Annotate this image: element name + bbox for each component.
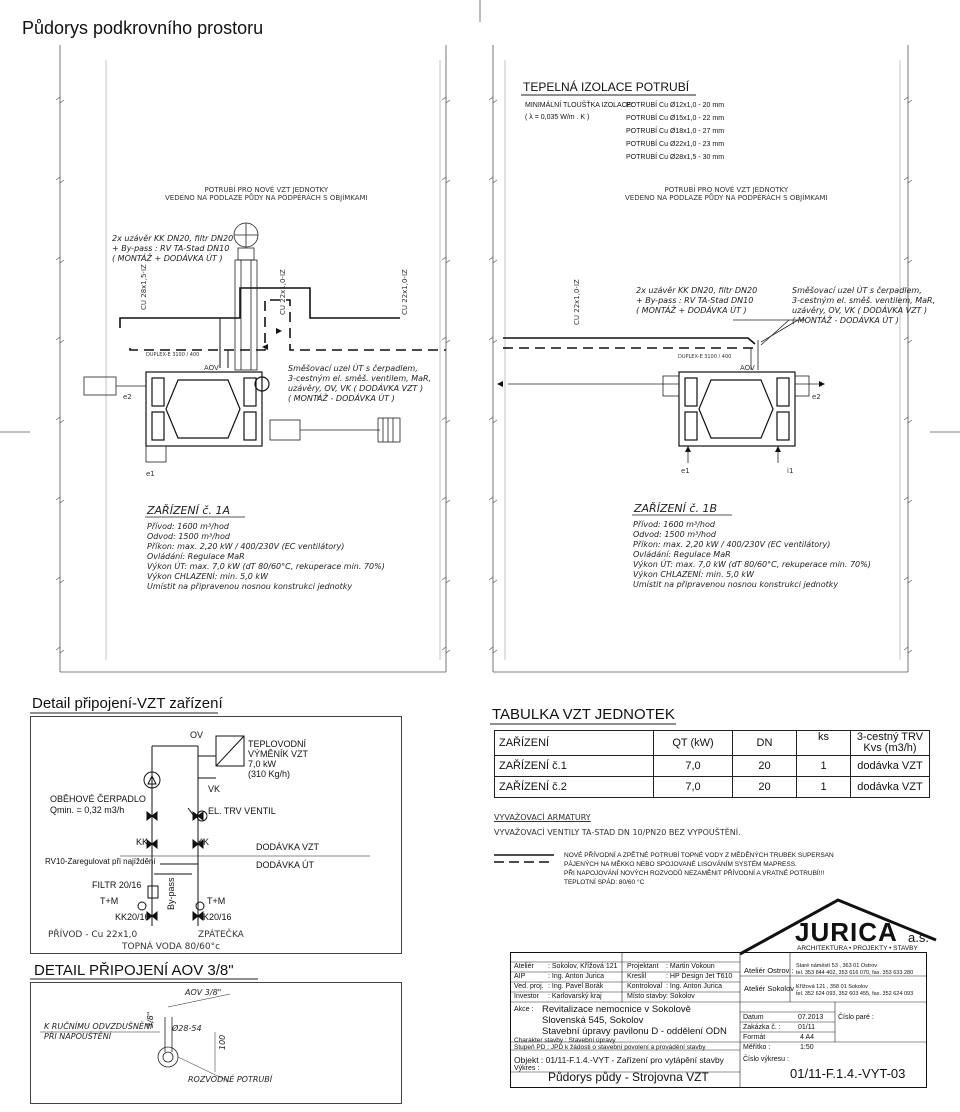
- tb-r2-c: Kreslil: [627, 973, 647, 980]
- tb-charakter: Charakter stavby : Stavební úpravy: [514, 1037, 616, 1044]
- detail-bypass: By-pass: [166, 877, 176, 910]
- aov-label: AOV 3/8": [185, 988, 222, 997]
- table-header-cell: DN: [733, 731, 797, 756]
- tb-stupen: Stupeň PD : JPD k žádosti o stavební povolení a provádění stavby: [514, 1044, 706, 1051]
- left-device-title: ZAŘÍZENÍ č. 1A: [147, 504, 230, 517]
- tb-cislo-vykresu-label: Číslo výkresu :: [743, 1056, 789, 1063]
- detail-kk20-right: KK20/16: [197, 912, 232, 922]
- tb-format: 4 A4: [800, 1034, 815, 1041]
- table-header-row: [495, 731, 930, 756]
- detail-filtr: FILTR 20/16: [92, 880, 142, 890]
- tb-r3-c: Kontroloval: [627, 983, 663, 990]
- detail-vzt-underline: [30, 712, 218, 715]
- left-pipe-label-3: CU 22x1,0-IZ: [401, 269, 409, 315]
- tb-r4-b: : Karlovarský kraj: [548, 993, 602, 1000]
- detail-aov-underline: [30, 978, 258, 981]
- fittings-text: VYVAŽOVACÍ VENTILY TA-STAD DN 10/PN20 BEZ VYPOUŠTĚNÍ.: [494, 828, 741, 837]
- left-device-underline: [145, 516, 245, 519]
- sheet-title: Půdorys podkrovního prostoru: [22, 18, 264, 38]
- detail-dodavka-vzt: DODÁVKA VZT: [256, 842, 320, 852]
- right-i1: i1: [787, 467, 794, 475]
- right-unit-code: DUPLEX-E 3100 / 400: [678, 354, 732, 360]
- tb-r2-a: AIP: [514, 973, 526, 980]
- tb-r4-c: Místo stavby: [627, 993, 667, 1000]
- table-cell: 20: [733, 777, 797, 798]
- right-pipe-label: CU 22x1,0-IZ: [573, 279, 581, 325]
- right-aov: AOV: [740, 364, 755, 372]
- table-cell: dodávka VZT: [851, 756, 930, 777]
- insulation-intro-2: ( λ = 0,035 W/m . K ): [525, 114, 590, 121]
- table-header-cell: QT (kW): [654, 731, 733, 756]
- right-pipe-note: POTRUBÍ PRO NOVÉ VZT JEDNOTKY VEDENO NA PODLAZE PŮDY NA PODPĚRÁCH S OBJÍMKAMI: [625, 186, 828, 202]
- left-e1: e1: [146, 470, 155, 478]
- tb-format-label: Formát: [743, 1034, 766, 1041]
- detail-vzt-title: Detail připojení-VZT zařízení: [32, 695, 223, 712]
- tb-akce: Revitalizace nemocnice v Sokolově Slovenská 545, Sokolov Stavební úpravy pavilonu D - oddělení ODN: [542, 1004, 727, 1037]
- legend-line-4: TEPLOTNÍ SPÁD: 80/60 °C: [564, 879, 645, 886]
- table-cell: ZAŘÍZENÍ č.1: [495, 756, 654, 777]
- aov-bottom: ROZVODNÉ POTRUBÍ: [188, 1075, 273, 1084]
- right-device-title: ZAŘÍZENÍ č. 1B: [634, 502, 717, 515]
- tb-sokolov-label: Ateliér Sokolov :: [744, 984, 799, 993]
- logo-name: JURICA: [795, 917, 898, 947]
- tb-r4-a: Investor: [514, 993, 539, 1000]
- aov-dia: Ø28-54: [172, 1024, 202, 1033]
- tb-ostrov: Staré náměstí 53 , 363 01 Ostrov tel. 353 844 402, 353 616 070, fax. 353 633 280: [796, 963, 914, 976]
- insulation-title: TEPELNÁ IZOLACE POTRUBÍ: [523, 80, 690, 94]
- insulation-row-4: POTRUBÍ Cu Ø22x1,0 - 23 mm: [626, 141, 725, 148]
- detail-vk: VK: [208, 784, 221, 794]
- tb-meritko: 1:50: [800, 1044, 814, 1051]
- table-row: [495, 777, 930, 798]
- detail-pump: OBĚHOVÉ ČERPADLO Qmin. = 0,32 m3/h: [50, 794, 146, 815]
- detail-kk-right: KK: [197, 837, 210, 847]
- aov-size: 3/8": [146, 1011, 155, 1028]
- detail-kk-left: KK: [136, 837, 149, 847]
- insulation-underline: [521, 94, 696, 97]
- table-header-cell: 3-cestný TRV Kvs (m3/h): [851, 731, 930, 756]
- tb-r1-d: : Martin Vokoun: [666, 963, 715, 970]
- detail-topna: TOPNÁ VODA 80/60°c: [122, 942, 221, 952]
- right-valve-note: 2x uzávěr KK DN20, filtr DN20 + By-pass : RV TA-Stad DN10 ( MONTÁŽ + DODÁVKA ÚT ): [636, 286, 758, 315]
- left-aov: AOV: [204, 364, 219, 372]
- left-device-specs: Přívod: 1600 m³/hod Odvod: 1500 m³/hod Příkon: max. 2,20 kW / 400/230V (EC ventilátory) Ovládání: Regulace MaR Výkon ÚT: max. 7,0 kW (dT 80/60°C, rekuperace min. 70%) Výkon CHLAZENÍ: min. 5,0 kW Umístit na připravenou nosnou konstrukci jednotky: [147, 522, 385, 591]
- logo-sub: ARCHITEKTURA • PROJEKTY • STAVBY: [797, 945, 918, 952]
- aov-left-note: K RUČNÍMU ODVZDUŠNĚNÍ PŘI NAPOUŠTĚNÍ: [44, 1022, 153, 1041]
- tb-r1-a: Ateliér: [514, 963, 534, 970]
- left-pipe-label-2: CU 22x1,0-IZ: [279, 269, 287, 315]
- tb-sokolov: Křížová 121 , 358 01 Sokolov tel. 352 624 093, 352 603 455, fax. 352 624 093: [796, 984, 914, 997]
- insulation-intro-1: MINIMÁLNÍ TLOUŠŤKA IZOLACE:: [525, 102, 634, 109]
- detail-kk20-left: KK20/16: [115, 912, 150, 922]
- tb-r3-a: Ved. proj.: [514, 983, 544, 990]
- left-mix-note: Směšovací uzel ÚT s čerpadlem, 3-cestným el. směš. ventilem, MaR, uzávěry, OV, VK ( DODÁVKA VZT ) ( MONTÁŽ - DODÁVKA ÚT ): [288, 364, 432, 403]
- tb-vykres: Půdorys půdy - Strojovna VZT: [548, 1070, 709, 1084]
- table-row: [495, 756, 930, 777]
- detail-tm-right: T+M: [207, 896, 226, 906]
- table-cell: 1: [797, 777, 851, 798]
- tb-datum: 07.2013: [798, 1014, 824, 1021]
- legend-line-2: PÁJENÝCH NA MĚKKO NEBO SPOJOVANÉ LISOVÁNÍM SYSTÉM MAPRESS.: [564, 861, 797, 868]
- detail-tm-left: T+M: [100, 896, 119, 906]
- table-cell: 20: [733, 756, 797, 777]
- tb-r2-b: : Ing. Anton Jurica: [548, 973, 605, 980]
- left-unit-code: DUPLEX-E 3100 / 400: [146, 352, 200, 358]
- insulation-row-1: POTRUBÍ Cu Ø12x1,0 - 20 mm: [626, 102, 725, 109]
- aov-h: 100: [218, 1034, 227, 1050]
- left-pipe-note: POTRUBÍ PRO NOVÉ VZT JEDNOTKY VEDENO NA PODLAZE PŮDY NA PODPĚRÁCH S OBJÍMKAMI: [165, 186, 368, 202]
- detail-ov: OV: [190, 730, 204, 740]
- insulation-row-5: POTRUBÍ Cu Ø28x1,5 - 30 mm: [626, 154, 725, 161]
- detail-aov-title: DETAIL PŘIPOJENÍ AOV 3/8": [34, 962, 234, 979]
- legend-line-3: PŘI NAPOJOVÁNÍ NOVÝCH ROZVODŮ NEZAMĚNIT PŘÍVODNÍ A VRATNÉ POTRUBÍ!!!: [564, 870, 825, 877]
- legend-line-symbol: [494, 852, 554, 866]
- legend-line-1: NOVÉ PŘÍVODNÍ A ZPĚTNÉ POTRUBÍ TOPNÉ VODY Z MĚDĚNÝCH TRUBEK SUPERSAN: [564, 852, 834, 859]
- left-plan-drawing: [60, 200, 446, 480]
- detail-rv10: RV10-Zaregulovat při najíždění: [45, 857, 156, 866]
- table-cell: 1: [797, 756, 851, 777]
- tb-cislo-pare: Číslo paré :: [838, 1014, 874, 1021]
- insulation-row-3: POTRUBÍ Cu Ø18x1,0 - 27 mm: [626, 128, 725, 135]
- tb-r1-b: : Sokolov, Křížová 121: [548, 963, 618, 970]
- right-plan-drawing: [493, 300, 908, 480]
- tb-zakazka-label: Zakázka č. :: [743, 1024, 781, 1031]
- right-e2: e2: [812, 393, 821, 401]
- detail-exchanger: TEPLOVODNÍ VÝMĚNÍK VZT 7,0 kW (310 Kg/h): [248, 739, 309, 779]
- right-device-specs: Přívod: 1600 m³/hod Odvod: 1500 m³/hod Příkon: max. 2,20 kW / 400/230V (EC ventilátory) Ovládání: Regulace MaR Výkon ÚT: max. 7,0 kW (dT 80/60°C, rekuperace min. 70%) Výkon CHLAZENÍ: min. 5,0 kW Umístit na připravenou nosnou konstrukci jednotky: [633, 520, 871, 589]
- fittings-heading: VYVAŽOVACÍ ARMATURY: [494, 813, 591, 822]
- tb-r1-c: Projektant: [627, 963, 659, 970]
- table-cell: 7,0: [654, 777, 733, 798]
- tb-cislo-vykresu: 01/11-F.1.4.-VYT-03: [790, 1066, 906, 1081]
- right-device-underline: [632, 514, 732, 517]
- tb-r2-d: : HP Design Jet T610: [666, 973, 733, 980]
- vzt-table: [494, 730, 930, 798]
- logo-suffix: a.s.: [908, 930, 929, 945]
- tb-r3-d: : Ing. Anton Jurica: [666, 983, 723, 990]
- detail-privod: PŘÍVOD - Cu 22x1,0: [48, 930, 138, 940]
- tb-meritko-label: Měřítko :: [743, 1044, 771, 1051]
- tb-r4-d: : Sokolov: [666, 993, 695, 1000]
- detail-dodavka-ut: DODÁVKA ÚT: [256, 860, 315, 870]
- table-cell: 7,0: [654, 756, 733, 777]
- left-pipe-label-1: CU 28x1,5-IZ: [140, 264, 148, 310]
- tb-vykres-label: Výkres :: [514, 1065, 540, 1072]
- tb-r3-b: : Ing. Pavel Borák: [548, 983, 604, 990]
- table-header-cell: ZAŘÍZENÍ: [495, 731, 654, 756]
- tb-ostrov-label: Ateliér Ostrov :: [744, 966, 794, 975]
- detail-trv: EL. TRV VENTIL: [208, 806, 276, 816]
- left-e2: e2: [123, 393, 132, 401]
- table-cell: dodávka VZT: [851, 777, 930, 798]
- table-title-underline: [490, 723, 676, 726]
- table-cell: ZAŘÍZENÍ č.2: [495, 777, 654, 798]
- right-e1: e1: [681, 467, 690, 475]
- tb-datum-label: Datum: [743, 1014, 764, 1021]
- tb-objekt: Objekt : 01/11-F.1.4.-VYT - Zařízení pro vytápění stavby: [514, 1055, 724, 1065]
- table-title: TABULKA VZT JEDNOTEK: [492, 706, 675, 723]
- table-header-cell: ks: [797, 731, 851, 756]
- insulation-row-2: POTRUBÍ Cu Ø15x1,0 - 22 mm: [626, 115, 725, 122]
- right-mix-note: Směšovací uzel ÚT s čerpadlem, 3-cestným el. směš. ventilem, MaR, uzávěry, OV, VK ( DODÁVKA VZT ) ( MONTÁŽ - DODÁVKA ÚT ): [792, 286, 936, 325]
- tb-akce-label: Akce :: [514, 1006, 534, 1013]
- left-valve-note: 2x uzávěr KK DN20, filtr DN20 + By-pass : RV TA-Stad DN10 ( MONTÁŽ + DODÁVKA ÚT ): [112, 234, 234, 263]
- detail-zpatecka: ZPÁTEČKA: [198, 930, 244, 940]
- tb-zakazka: 01/11: [798, 1024, 815, 1031]
